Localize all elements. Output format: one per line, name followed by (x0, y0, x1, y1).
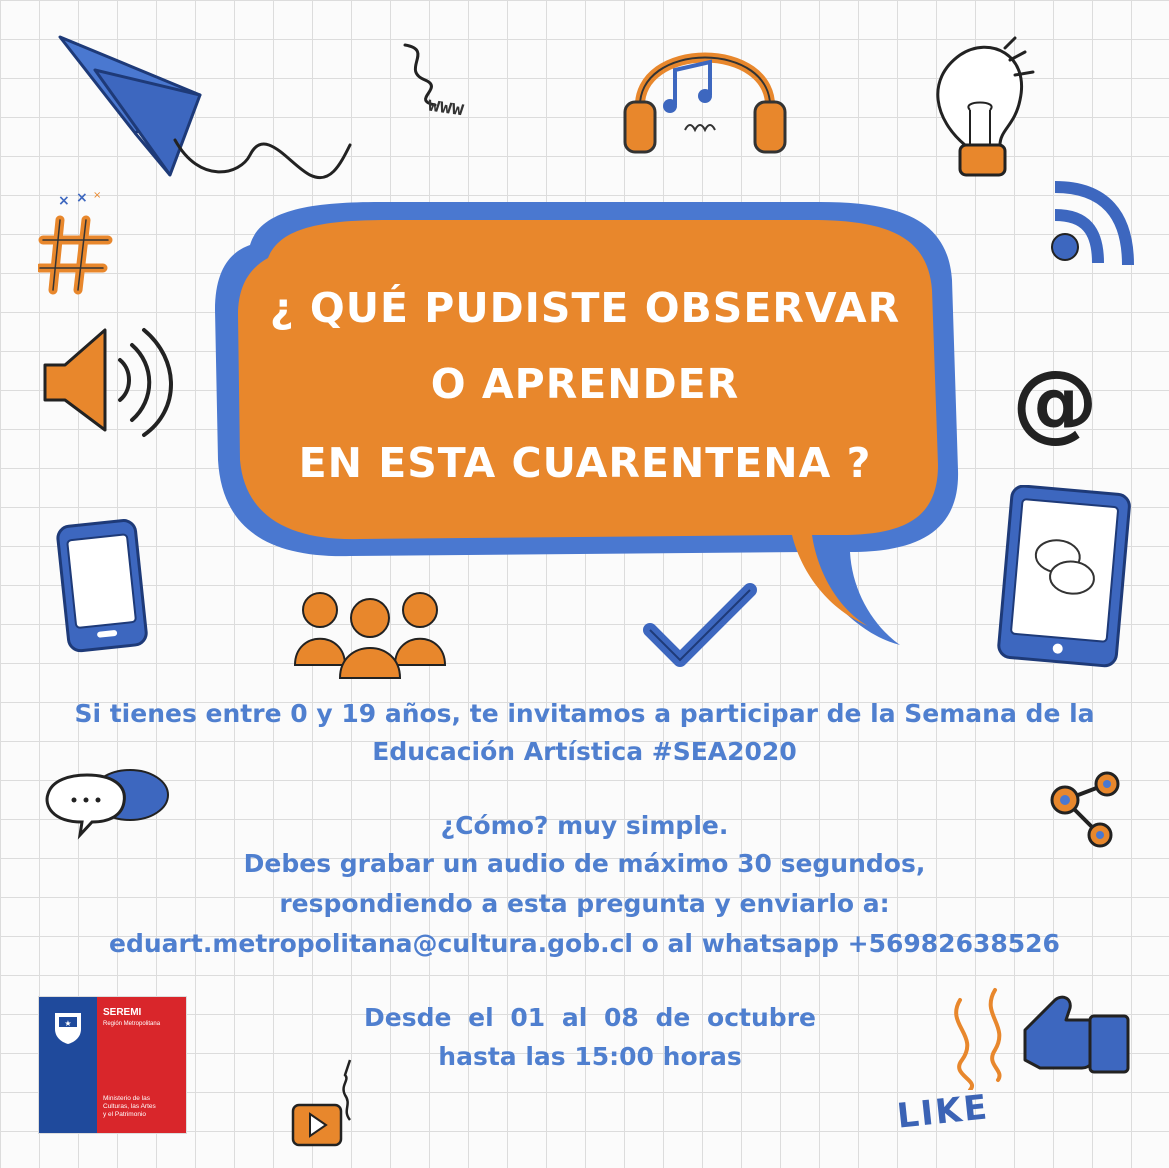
svg-text:★: ★ (64, 1019, 72, 1028)
dates-line-2: hasta las 15:00 horas (438, 1042, 742, 1071)
headline-line-3: EN ESTA CUARENTENA ? (298, 439, 872, 487)
svg-text:×: × (76, 190, 88, 206)
svg-text:×: × (93, 190, 102, 201)
invitation-line-2: Educación Artística #SEA2020 (372, 737, 797, 766)
headline-line-2: O APRENDER (430, 360, 740, 408)
chat-bubbles-icon (42, 760, 172, 845)
hashtag-icon (38, 180, 118, 300)
headline-line-1: ¿ QUÉ PUDISTE OBSERVAR (269, 284, 901, 332)
svg-text:@: @ (1012, 355, 1098, 450)
coat-of-arms-icon (47, 1007, 89, 1047)
like-label: LIKE (895, 1087, 991, 1137)
play-button-icon (290, 1050, 390, 1150)
tablet-icon (990, 485, 1140, 670)
www-label: www (426, 91, 466, 121)
contact-line: eduart.metropolitana@cultura.gob.cl o al whatsapp +56982638526 (109, 929, 1060, 958)
instructions-line-2: Debes grabar un audio de máximo 30 segundos, (243, 849, 926, 878)
people-icon (290, 580, 450, 680)
dates-line-1: Desde el 01 al 08 de octubre (364, 1003, 816, 1032)
instructions-line-3: respondiendo a esta pregunta y enviarlo a: (279, 889, 890, 918)
invitation-line-1: Si tienes entre 0 y 19 años, te invitamos a participar de la Semana de la (74, 699, 1095, 728)
logo-ministry: Ministerio de las Culturas, las Artes y el Patrimonio (103, 1095, 156, 1118)
smartphone-icon (48, 515, 158, 655)
checkmark-icon (640, 580, 760, 680)
headphones-icon (615, 20, 795, 160)
lightbulb-icon (915, 30, 1055, 190)
instructions-line-1: ¿Cómo? muy simple. (440, 811, 729, 840)
at-sign-icon (1008, 355, 1103, 450)
logo-region: Región Metropolitana (103, 1021, 161, 1027)
share-icon (1045, 770, 1130, 855)
megaphone-icon (40, 315, 180, 445)
wifi-icon (1040, 175, 1140, 275)
svg-text:×: × (58, 193, 70, 209)
seremi-logo (38, 996, 187, 1134)
logo-title: SEREMI (103, 1007, 142, 1018)
thumbs-up-icon (940, 980, 1140, 1090)
